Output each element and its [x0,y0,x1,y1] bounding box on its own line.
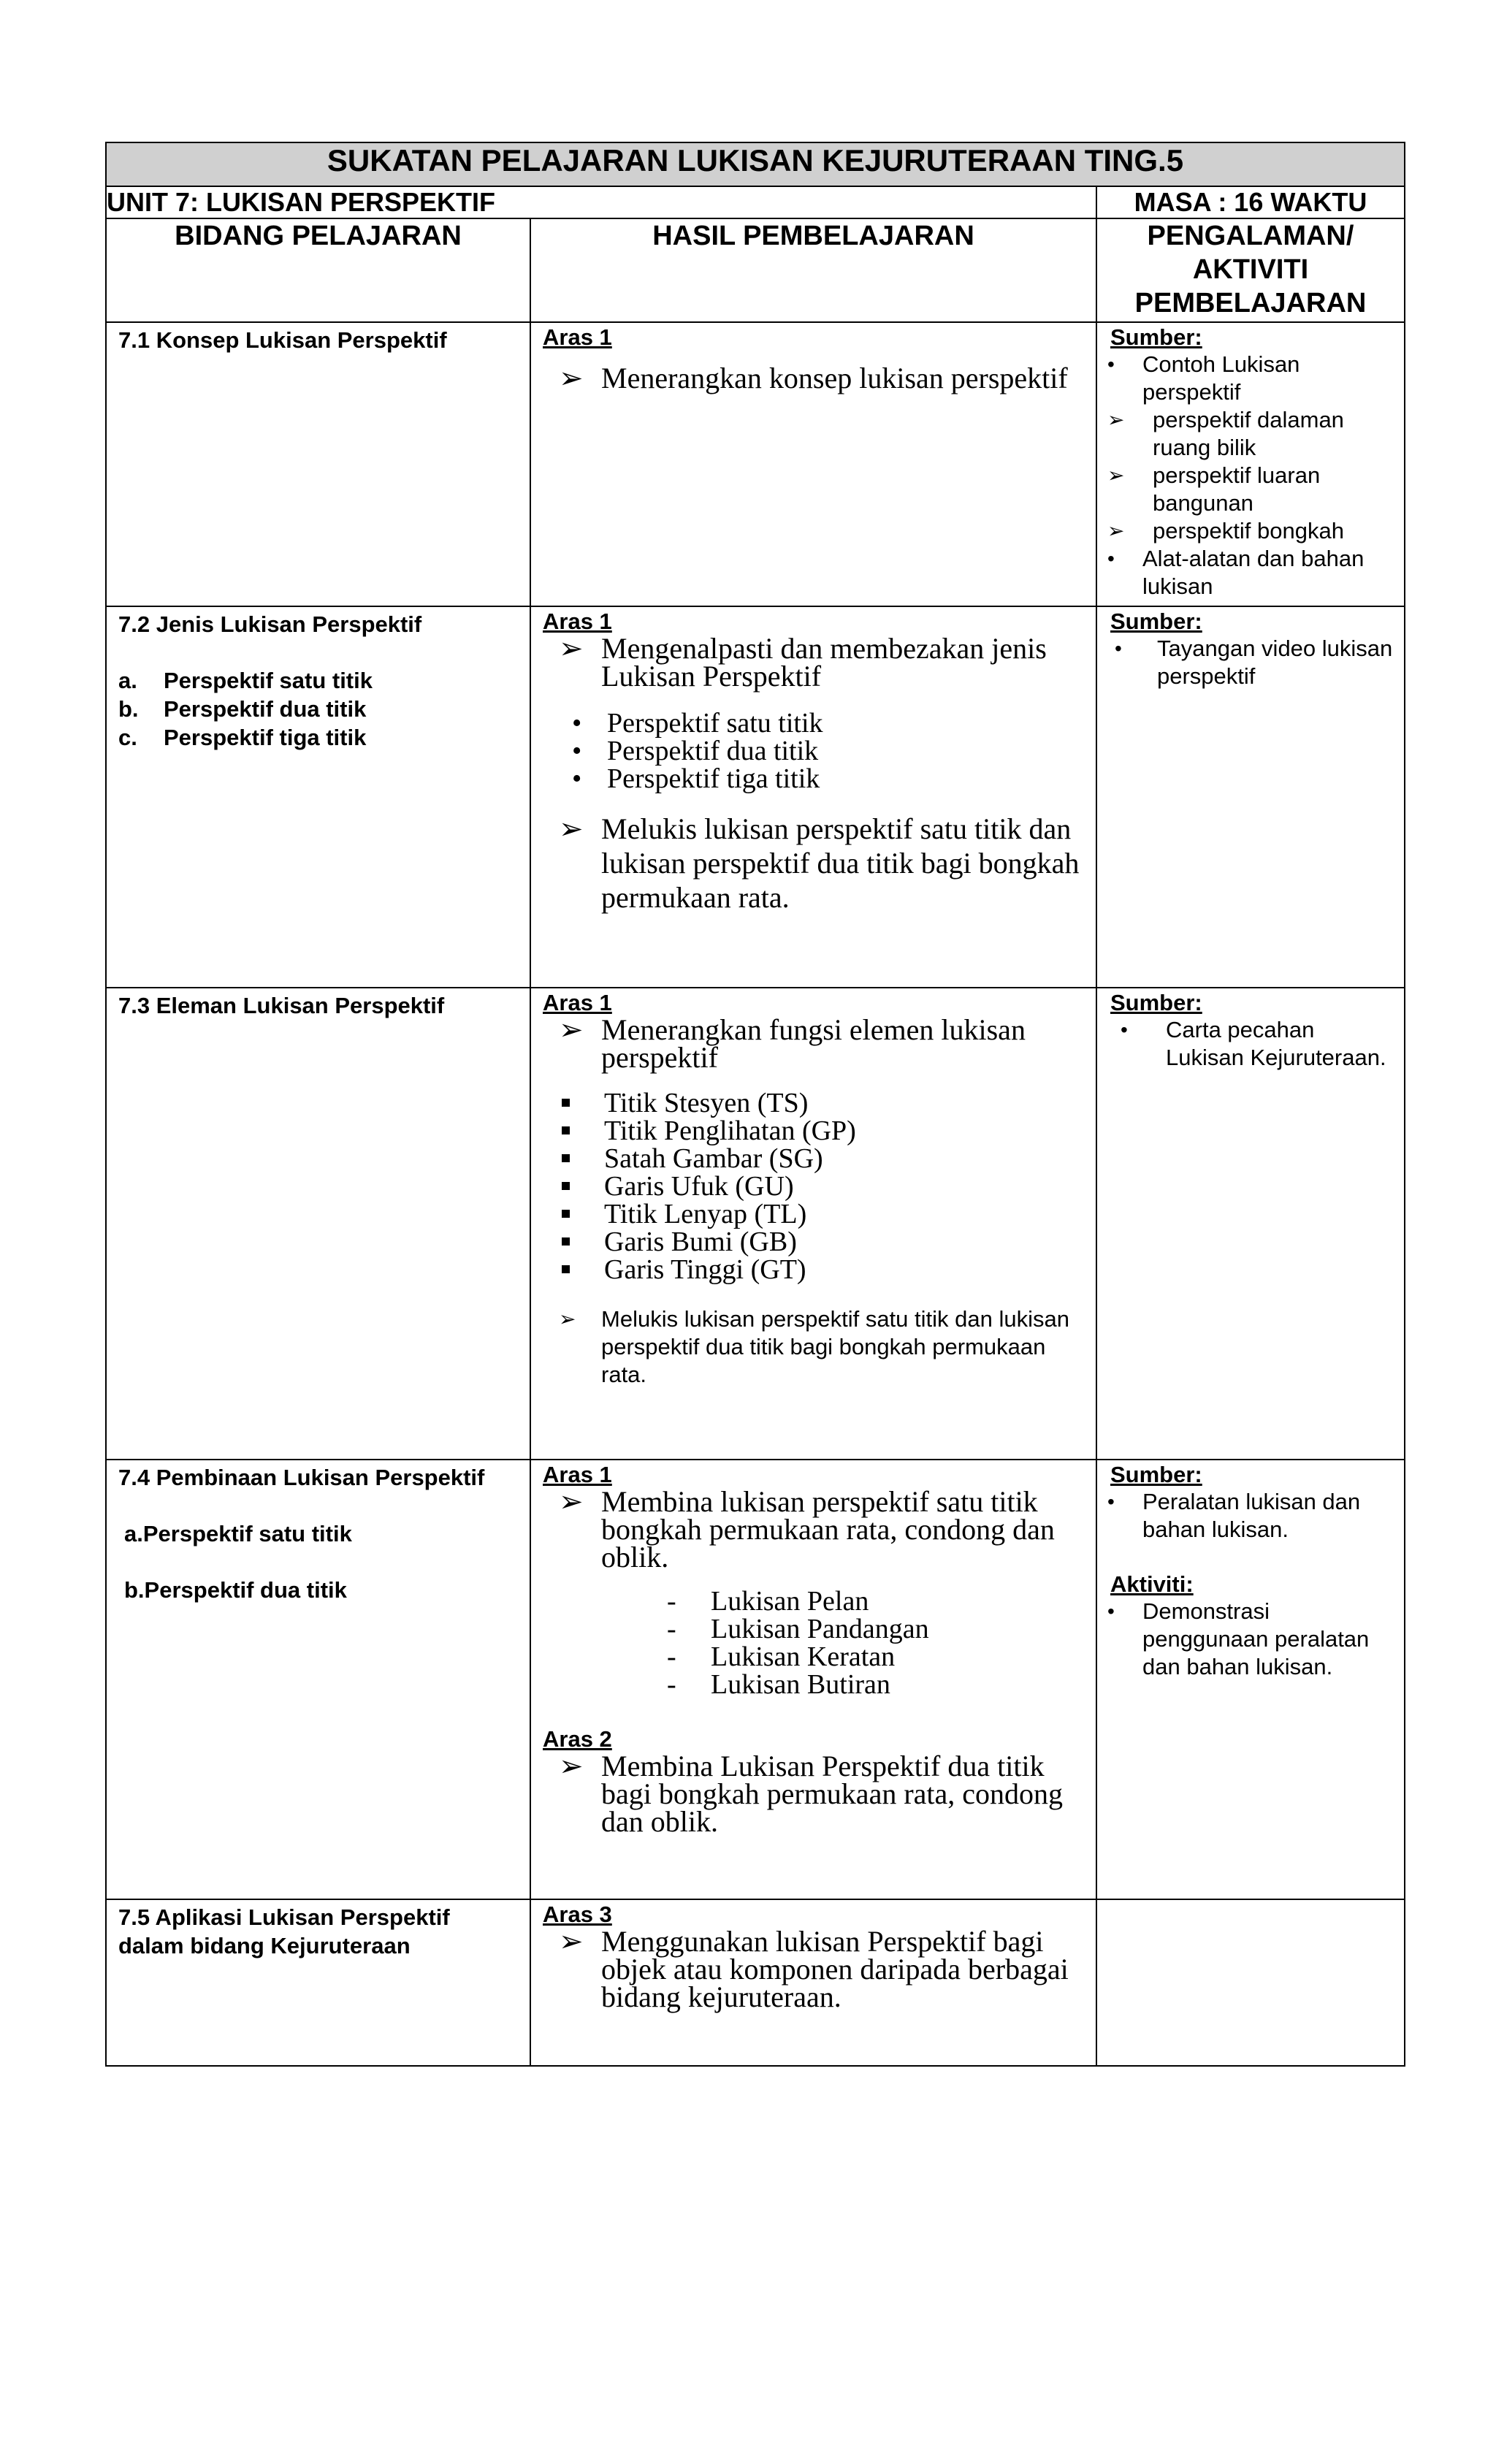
pengalaman-cell [1096,988,1405,1460]
list-item: Satah Gambar (SG) [543,1145,1084,1172]
header-hasil: HASIL PEMBELAJARAN [530,218,1096,322]
square-bullet-icon [562,1126,570,1134]
bidang-title: 7.3 Eleman Lukisan Perspektif [118,993,445,1018]
arrow-bullet-icon: ➢ [559,1013,584,1046]
bidang-title: 7.5 Aplikasi Lukisan Perspektif dalam bidang Kejuruteraan [118,1904,450,1958]
bullet-icon: • [572,736,582,766]
syllabus-table [105,142,1405,2067]
aktiviti-label: Aktiviti: [1110,1571,1194,1597]
bullet-icon: • [572,708,582,739]
list-item: Garis Tinggi (GT) [543,1256,1084,1284]
list-item: • Alat-alatan dan bahan lukisan [1107,546,1365,599]
bidang-title: 7.2 Jenis Lukisan Perspektif [118,611,422,637]
dash-bullet-icon: - [667,1641,676,1672]
list-item: ➢ Menerangkan fungsi elemen lukisan perspektif [543,1016,1084,1072]
bullet-icon: • [1107,353,1115,375]
list-item: ➢ Melukis lukisan perspektif satu titik dan lukisan perspektif dua titik bagi bongkah permukaan rata. [543,812,1084,915]
bullet-icon: • [1121,1018,1128,1041]
list-item: - Lukisan Butiran [543,1671,1084,1698]
bullet-icon: • [1107,1600,1115,1622]
square-bullet-icon [562,1210,570,1218]
arrow-bullet-icon: ➢ [559,1925,584,1958]
list-item: b. Perspektif dua titik [118,696,367,722]
arrow-bullet-icon: ➢ [1107,408,1125,431]
sumber-label: Sumber: [1110,609,1202,634]
arrow-bullet-icon: ➢ [559,1485,584,1518]
aras-label: Aras 1 [543,324,612,350]
list-item: b.Perspektif dua titik [124,1577,347,1603]
list-item: ➢ perspektif dalaman ruang bilik [1107,407,1344,460]
bidang-cell [106,606,530,988]
list-item: c. Perspektif tiga titik [118,725,367,750]
pengalaman-cell [1096,322,1405,606]
table-row [106,606,1405,988]
list-item: • Tayangan video lukisan perspektif [1115,636,1393,689]
dash-bullet-icon: - [667,1614,676,1644]
table-row [106,322,1405,606]
list-item: - Lukisan Pandangan [543,1615,1084,1643]
header-pengalaman [1096,218,1405,322]
list-item: • Perspektif satu titik [543,709,1084,737]
aras-label: Aras 3 [543,1902,612,1927]
list-item: ➢ Melukis lukisan perspektif satu titik dan lukisan perspektif dua titik bagi bongkah permukaan rata. [543,1305,1084,1389]
list-item: ➢ perspektif luaran bangunan [1107,462,1321,516]
arrow-bullet-icon: ➢ [1107,464,1125,487]
square-bullet-icon [562,1099,570,1107]
aras-label: Aras 2 [543,1726,612,1752]
unit-label: UNIT 7: LUKISAN PERSPEKTIF [106,186,1096,218]
aras-label: Aras 1 [543,990,612,1015]
document-title: SUKATAN PELAJARAN LUKISAN KEJURUTERAAN TING.5 [106,142,1405,186]
bullet-icon: • [572,763,582,794]
pengalaman-cell [1096,1899,1405,2066]
bidang-cell [106,322,530,606]
bidang-cell [106,988,530,1460]
list-item: a. Perspektif satu titik [118,668,373,693]
list-item: • Perspektif dua titik [543,737,1084,765]
dash-bullet-icon: - [667,1586,676,1617]
list-item: • Demonstrasi penggunaan peralatan dan bahan lukisan. [1107,1598,1370,1679]
bullet-icon: • [1107,1490,1115,1513]
square-bullet-icon [562,1182,570,1190]
hasil-cell [530,1460,1096,1899]
masa-label: MASA : 16 WAKTU [1096,186,1405,218]
table-row [106,1460,1405,1899]
list-item: a.Perspektif satu titik [124,1521,352,1546]
list-item: • Perspektif tiga titik [543,765,1084,793]
bidang-title: 7.1 Konsep Lukisan Perspektif [118,327,447,353]
sumber-label: Sumber: [1110,1462,1202,1487]
list-item: Garis Ufuk (GU) [543,1172,1084,1200]
list-item: ➢ Membina lukisan perspektif satu titik bongkah permukaan rata, condong dan oblik. [543,1488,1084,1571]
list-item: ➢ Membina Lukisan Perspektif dua titik bagi bongkah permukaan rata, condong dan oblik. [543,1752,1084,1836]
table-row [106,1899,1405,2066]
pengalaman-cell [1096,1460,1405,1899]
hasil-cell [530,606,1096,988]
pengalaman-cell [1096,606,1405,988]
bidang-cell [106,1899,530,2066]
bullet-icon: • [1115,637,1122,660]
hasil-cell [530,988,1096,1460]
arrow-bullet-icon: ➢ [559,1308,576,1330]
arrow-bullet-icon: ➢ [559,632,584,665]
aras-label: Aras 1 [543,609,612,634]
header-bidang: BIDANG PELAJARAN [106,218,530,322]
square-bullet-icon [562,1265,570,1273]
hasil-cell [530,322,1096,606]
list-item: - Lukisan Keratan [543,1643,1084,1671]
list-item: - Lukisan Pelan [543,1587,1084,1615]
list-item: Titik Lenyap (TL) [543,1200,1084,1228]
arrow-bullet-icon: ➢ [559,812,584,845]
list-item: ➢ Menggunakan lukisan Perspektif bagi objek atau komponen daripada berbagai bidang kejuruteraan. [543,1928,1084,2011]
list-item: Garis Bumi (GB) [543,1228,1084,1256]
list-item: Titik Stesyen (TS) [543,1089,1084,1117]
square-bullet-icon [562,1154,570,1162]
list-item: • Contoh Lukisan perspektif [1107,351,1300,405]
header-pengalaman-text: PENGALAMAN/ AKTIVITI PEMBELAJARAN [1134,221,1367,319]
list-item: ➢ perspektif bongkah [1107,518,1344,543]
aras-label: Aras 1 [543,1462,612,1487]
square-bullet-icon [562,1237,570,1246]
bullet-icon: • [1107,547,1115,570]
dash-bullet-icon: - [667,1669,676,1700]
sumber-label: Sumber: [1110,990,1202,1015]
list-item: ➢ Menerangkan konsep lukisan perspektif [543,364,1084,393]
table-row [106,988,1405,1460]
bidang-title: 7.4 Pembinaan Lukisan Perspektif [118,1465,485,1490]
arrow-bullet-icon: ➢ [559,1750,584,1782]
hasil-cell [530,1899,1096,2066]
list-item: • Carta pecahan Lukisan Kejuruteraan. [1121,1017,1386,1070]
arrow-bullet-icon: ➢ [1107,519,1125,542]
arrow-bullet-icon: ➢ [559,362,584,394]
list-item: • Peralatan lukisan dan bahan lukisan. [1107,1489,1361,1542]
list-item: Titik Penglihatan (GP) [543,1117,1084,1145]
bidang-cell [106,1460,530,1899]
sumber-label: Sumber: [1110,324,1202,350]
list-item: ➢ Mengenalpasti dan membezakan jenis Lukisan Perspektif [543,635,1084,690]
